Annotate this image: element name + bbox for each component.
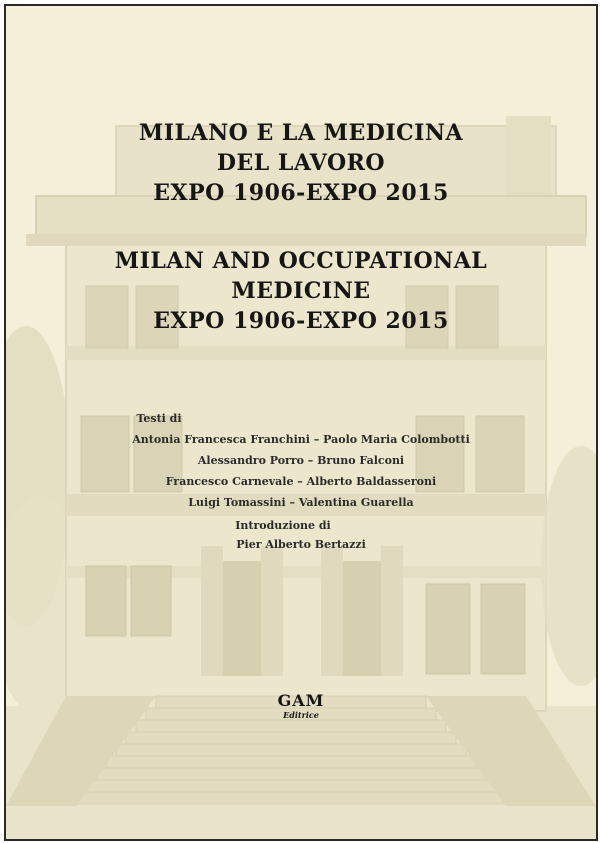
publisher-subtitle: Editrice xyxy=(283,710,319,720)
title-italian xyxy=(6,118,596,208)
publisher-name: GAM xyxy=(277,691,325,710)
title-italian-line: EXPO 1906-EXPO 2015 xyxy=(153,180,449,206)
book-cover xyxy=(4,4,598,841)
title-english-line: MEDICINE xyxy=(231,278,371,304)
author-line: Antonia Francesca Franchini – Paolo Maria Colombotti xyxy=(132,433,470,446)
title-english xyxy=(6,246,596,336)
author-line: Francesco Carnevale – Alberto Baldasseroni xyxy=(165,475,437,488)
introduction-block xyxy=(6,516,596,554)
texts-label: Testi di xyxy=(136,412,182,425)
title-italian-line: MILANO E LA MEDICINA xyxy=(138,120,464,146)
title-italian-line: DEL LAVORO xyxy=(216,150,386,176)
title-english-line: EXPO 1906-EXPO 2015 xyxy=(153,308,449,334)
intro-author: Pier Alberto Bertazzi xyxy=(236,538,366,551)
authors-block xyxy=(6,408,596,513)
publisher-logo xyxy=(6,692,596,720)
intro-label: Introduzione di xyxy=(235,519,331,532)
author-line: Luigi Tomassini – Valentina Guarella xyxy=(188,496,414,509)
title-english-line: MILAN AND OCCUPATIONAL xyxy=(114,248,488,274)
author-line: Alessandro Porro – Bruno Falconi xyxy=(197,454,405,467)
